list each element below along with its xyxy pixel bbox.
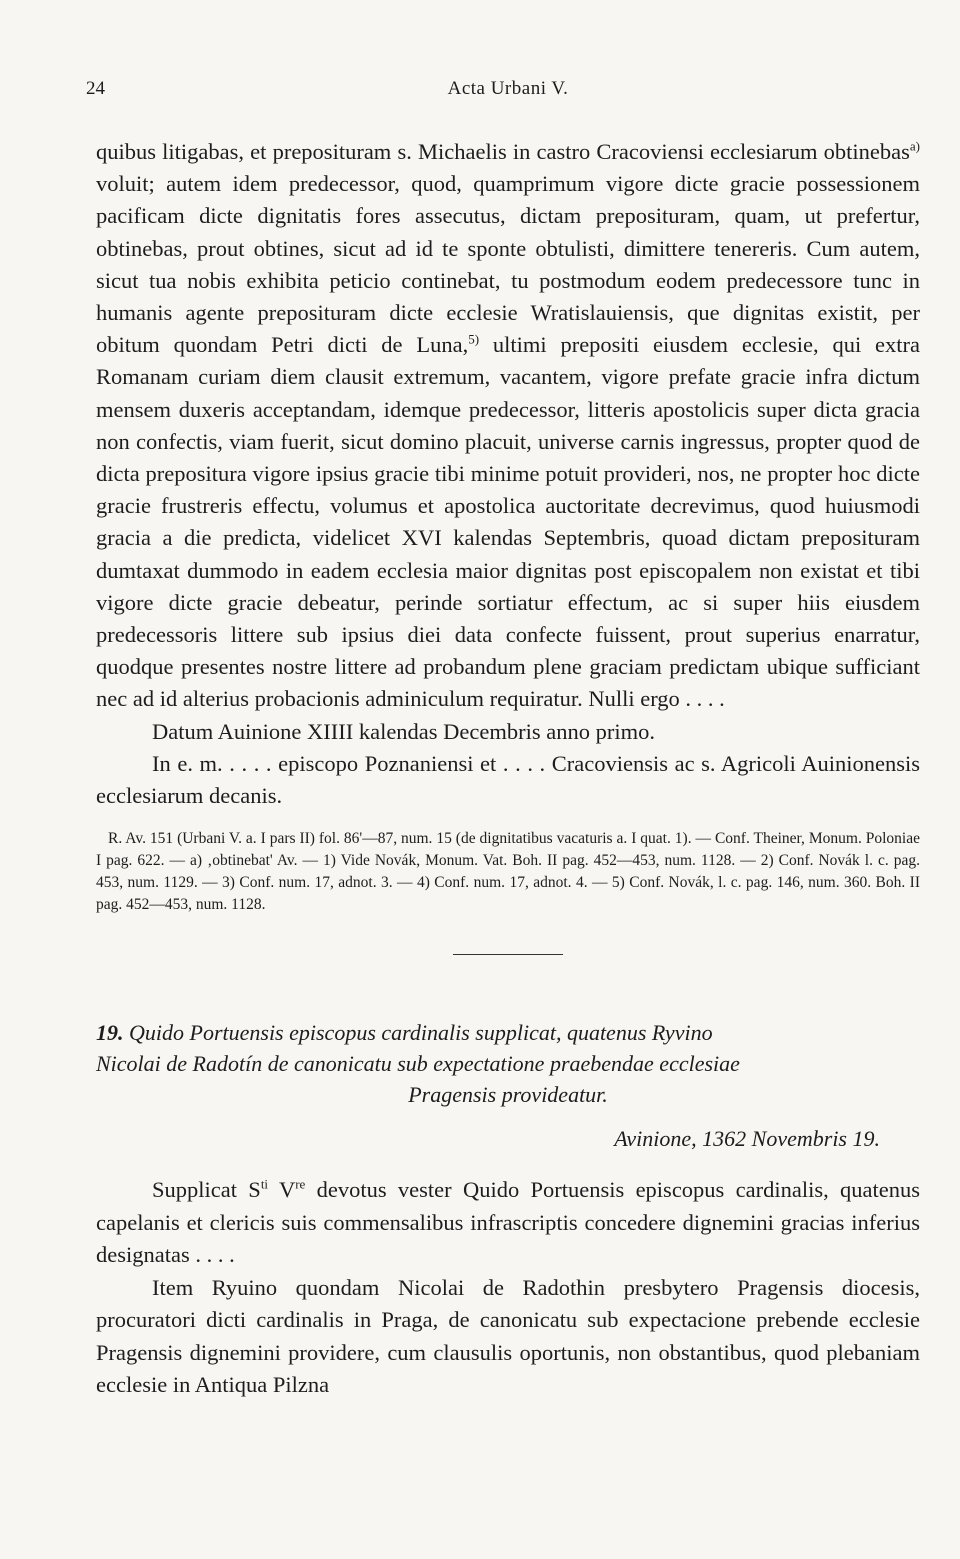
text-segment: voluit; autem idem predecessor, quod, quamprimum vigore dicte gracie possessionem pacificam dicte dignitatis fores assecutus, dictam preposituram, quam, ut prefertur, obtinebas, prout obtines, sicut ad id te sponte obtulisti, dimittere tenereris. Cum autem, sicut tua nobis exhibita peticio continebat, tu postmodum eodem predecessore tunc in humanis agente preposituram dicte ecclesie Wratislauiensis, que dignitas existit, per obitum quondam Petri dicti de Luna, (96, 171, 920, 358)
heading-line-3: Pragensis provideatur. (408, 1082, 608, 1108)
paragraph-continuation (96, 136, 920, 716)
entry-paragraph-2: Item Ryuino quondam Nicolai de Radothin presbytero Pragensis diocesis, procuratori dicti cardinalis in Praga, de canonicatu sub expectacione prebende ecclesie Pragensis dignemini providere, cum clausulis oportunis, non obstantibus, quod plebaniam ecclesie in Antiqua Pilzna (96, 1274, 920, 1398)
entry-paragraph-1 (96, 1174, 920, 1272)
text-segment: Supplicat S (152, 1177, 261, 1203)
heading-line-2: Nicolai de Radotín de canonicatu sub expectatione praebendae ecclesiae (96, 1051, 740, 1077)
text-segment: quibus litigabas, et preposituram s. Michaelis in castro Cracoviensi ecclesiarum obtinebas (96, 139, 910, 164)
entry-number: 19. (96, 1020, 124, 1046)
in-eodem-modo-line: In e. m. . . . . episcopo Poznaniensi et . . . . Cracoviensis ac s. Agricoli Auinionensis ecclesiarum decanis. (96, 750, 920, 809)
page-number: 24 (86, 78, 105, 99)
heading-line-1 (96, 1017, 920, 1048)
footnote-text: R. Av. 151 (Urbani V. a. I pars II) fol. 86'—87, num. 15 (de dignitatibus vacaturis a. I quat. 1). — Conf. Theiner, Monum. Poloniae I pag. 622. — a) ‚obtinebat' Av. — 1) Vide Novák, Monum. Vat. Boh. II pag. 452—453, num. 1128. — 2) Conf. Novák l. c. pag. 453, num. 1129. — 3) Conf. num. 17, adnot. 3. — 4) Conf. num. 17, adnot. 4. — 5) Conf. Novák, l. c. pag. 146, num. 360. Boh. II pag. 452—453, num. 1128. (96, 830, 920, 914)
superscript: ti (260, 1176, 269, 1192)
footnotes (96, 828, 920, 916)
footnote-marker: 5) (468, 331, 480, 347)
datum-line: Datum Auinione XIIII kalendas Decembris anno primo. (152, 718, 655, 744)
main-text (96, 136, 920, 812)
dateline: Avinione, 1362 Novembris 19. (614, 1126, 880, 1152)
text-segment: devotus vester Quido Portuensis episcopus cardinalis, quatenus capelanis et clericis suis commensalibus infrascriptis concedere dignemini gracias inferius designatas . . . . (96, 1177, 920, 1268)
entry-body (96, 1174, 920, 1402)
entry-heading (96, 1017, 920, 1110)
section-divider (453, 954, 563, 955)
text-segment: V (268, 1177, 296, 1203)
running-head (86, 68, 920, 104)
running-title: Acta Urbani V. (447, 78, 569, 99)
superscript: re (295, 1176, 306, 1192)
text-segment: ultimi prepositi eiusdem ecclesie, qui extra Romanam curiam diem clausit extremum, vacantem, vigore prefate gracie infra dictum mensem duxeris acceptandam, idemque predecessor, litteris apostolicis super dicta gracia non confectis, viam fuerit, sicut domino placuit, universe carnis ingressus, propter quod de dicta prepositura vigore ipsius gracie tibi minime potuit provideri, nos, ne propter hoc dicte gracie frustreris effectu, volumus et apostolica auctoritate decrevimus, quod huiusmodi gracia a die predicta, videlicet XVI kalendas Septembris, quoad dictam preposituram dumtaxat dummodo in eadem ecclesia maior dignitas post episcopalem non existat et tibi vigore dicte gracie debeatur, perinde sortiatur effectum, ac si super hiis eiusdem predecessoris littere sub ipsius diei data confecte fuissent, prout superius enarratur, quodque presentes nostre littere ad probandum plene graciam predictam ubique sufficiant nec ad id alterius probacionis adminiculum requiratur. Nulli ergo . . . . (96, 332, 921, 712)
footnote-marker: a) (909, 138, 920, 154)
heading-text: Quido Portuensis episcopus cardinalis supplicat, quatenus Ryvino (129, 1020, 713, 1046)
